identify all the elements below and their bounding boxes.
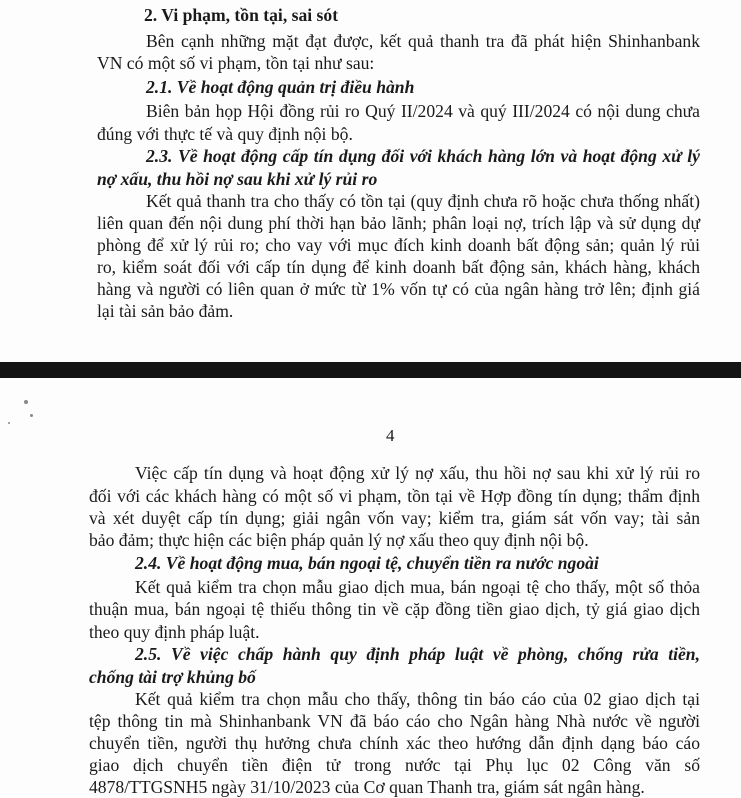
subsection-title-2-5-line-2: chống tài trợ khủng bố xyxy=(89,667,256,687)
intro-line-1: Bên cạnh những mặt đạt được, kết quả thanh tra đã phát hiện Shinhanbank xyxy=(146,31,700,51)
subsection-title-2-1: 2.1. Về hoạt động quản trị điều hành xyxy=(146,77,415,97)
document-page-top xyxy=(0,0,741,362)
subsection-title-2-3-line-1: 2.3. Về hoạt động cấp tín dụng đối với khách hàng lớn và hoạt động xử lý xyxy=(146,146,700,166)
s21-line-1: Biên bản họp Hội đồng rủi ro Quý II/2024 và quý III/2024 có nội dung chưa xyxy=(146,101,700,121)
document-page-bottom xyxy=(0,378,741,796)
scan-speck xyxy=(24,400,28,404)
s25-line-4: giao dịch chuyển tiền điện tử trong nước tại Phụ lục 02 Công văn số xyxy=(89,755,700,775)
subsection-title-2-4: 2.4. Về hoạt động mua, bán ngoại tệ, chuyển tiền ra nước ngoài xyxy=(135,553,599,573)
s24-line-2: thuận mua, bán ngoại tệ thiếu thông tin về cặp đồng tiền giao dịch, tỷ giá giao dịch xyxy=(89,599,700,619)
scan-speck xyxy=(30,414,33,417)
section-heading: 2. Vi phạm, tồn tại, sai sót xyxy=(144,5,339,25)
s24-line-3: theo quy định pháp luật. xyxy=(89,622,260,642)
s23-line-5: hàng và người có liên quan ở mức từ 1% vốn tự có của ngân hàng trở lên; định giá xyxy=(97,279,700,299)
s23-line-3: phòng để xử lý rủi ro; cho vay với mục đích kinh doanh bất động sản; quản lý rủi xyxy=(97,235,700,255)
continuation-line-1: Việc cấp tín dụng và hoạt động xử lý nợ xấu, thu hồi nợ sau khi xử lý rủi ro xyxy=(135,463,700,483)
s24-line-1: Kết quả kiểm tra chọn mẫu giao dịch mua, bán ngoại tệ cho thấy, một số thỏa xyxy=(135,577,700,597)
s23-line-1: Kết quả thanh tra cho thấy có tồn tại (quy định chưa rõ hoặc chưa thống nhất) xyxy=(146,191,700,211)
s25-line-1: Kết quả kiểm tra chọn mẫu cho thấy, thông tin báo cáo của 02 giao dịch tại xyxy=(135,689,700,709)
page-separator xyxy=(0,362,741,378)
s23-line-6: lại tài sản bảo đảm. xyxy=(97,301,234,321)
continuation-line-3: và xét duyệt cấp tín dụng; giải ngân vốn vay; kiểm tra, giám sát vốn vay; tài sản xyxy=(89,508,700,528)
s23-line-2: liên quan đến nội dung phí thời hạn bảo lãnh; phân loại nợ, trích lập và sử dụng dự xyxy=(97,213,700,233)
s25-line-2: tệp thông tin mà Shinhanbank VN đã báo cáo cho Ngân hàng Nhà nước về người xyxy=(89,711,700,731)
subsection-title-2-5-line-1: 2.5. Về việc chấp hành quy định pháp luật về phòng, chống rửa tiền, xyxy=(135,644,700,664)
subsection-title-2-3-line-2: nợ xấu, thu hồi nợ sau khi xử lý rủi ro xyxy=(97,169,378,189)
s25-line-3: chuyển tiền, người thụ hưởng chưa chính xác theo hướng dẫn định dạng báo cáo xyxy=(89,733,700,753)
s21-line-2: đúng với thực tế và quy định nội bộ. xyxy=(97,124,353,144)
continuation-line-2: đối với các khách hàng có một số vi phạm, tồn tại về Hợp đồng tín dụng; thẩm định xyxy=(89,486,700,506)
intro-line-2: VN có một số vi phạm, tồn tại như sau: xyxy=(97,53,375,73)
s23-line-4: ro, kiểm soát đối với cấp tín dụng để kinh doanh bất động sản, khách hàng, khách xyxy=(97,257,700,277)
scan-speck xyxy=(8,422,10,424)
continuation-line-4: bảo đảm; thực hiện các biện pháp quản lý nợ xấu theo quy định nội bộ. xyxy=(89,530,589,550)
page-number: 4 xyxy=(386,426,395,445)
s25-line-5: 4878/TTGSNH5 ngày 31/10/2023 của Cơ quan Thanh tra, giám sát ngân hàng. xyxy=(89,777,645,797)
